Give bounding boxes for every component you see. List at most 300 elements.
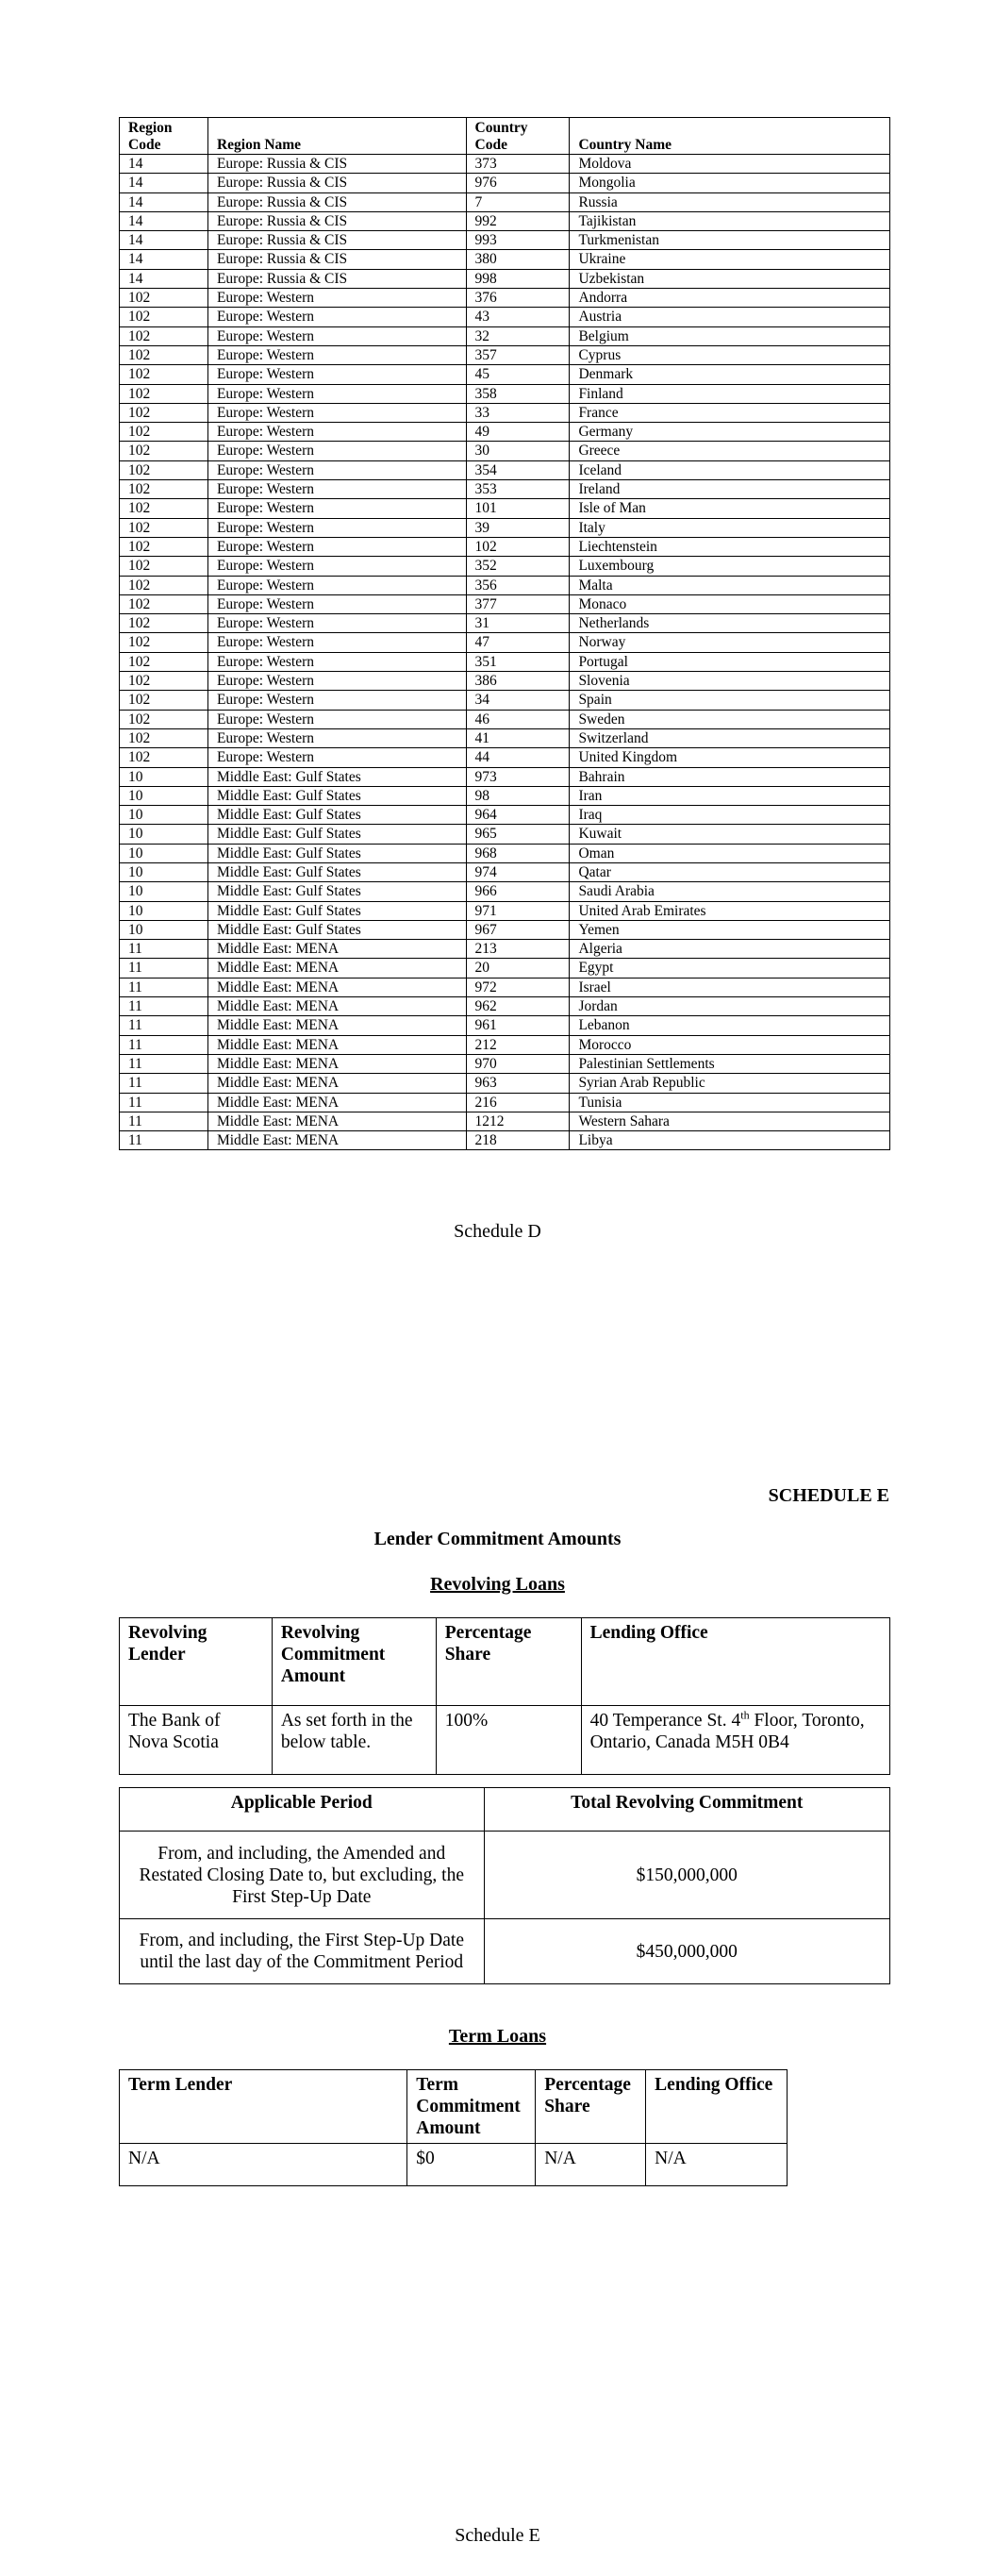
country-code-cell: 1212 [466,1112,570,1130]
header-percentage-share: Percentage Share [536,2070,646,2144]
schedule-e-subtitle: Lender Commitment Amounts [373,1529,622,1549]
country-name-cell: Morocco [570,1035,890,1054]
country-code-cell: 992 [466,211,570,230]
table-row [120,862,890,881]
country-name-cell: Iran [570,786,890,805]
country-name-cell: Iceland [570,460,890,479]
region-name-cell: Middle East: MENA [207,1016,466,1035]
country-code-cell: 962 [466,997,570,1016]
term-amount-cell: $0 [407,2144,536,2186]
region-name-cell: Middle East: MENA [207,1054,466,1073]
country-name-cell: Cyprus [570,345,890,364]
table-row [120,480,890,499]
region-code-cell: 11 [120,940,208,959]
region-code-cell: 10 [120,901,208,920]
region-name-cell: Europe: Western [207,460,466,479]
revolving-amount-cell: As set forth in the below table. [272,1706,436,1775]
table-row [120,326,890,345]
table-row [120,576,890,594]
period-cell: From, and including, the Amended and Restated Closing Date to, but excluding, the First Step-Up Date [120,1832,485,1919]
country-name-cell: France [570,403,890,422]
region-name-cell: Middle East: Gulf States [207,901,466,920]
table-row [120,748,890,767]
region-name-cell: Middle East: Gulf States [207,825,466,844]
country-code-cell: 972 [466,978,570,996]
region-name-cell: Europe: Western [207,557,466,576]
region-code-cell: 11 [120,1131,208,1150]
country-name-cell: Isle of Man [570,499,890,518]
office-address-rest: Floor, Toronto, Ontario, Canada M5H 0B4 [589,1711,865,1752]
table-row [120,1131,890,1150]
country-code-cell: 373 [466,155,570,174]
region-code-cell: 10 [120,825,208,844]
country-name-cell: Italy [570,518,890,537]
revolving-lender-table [119,1617,890,1775]
region-name-cell: Europe: Western [207,326,466,345]
country-name-cell: Belgium [570,326,890,345]
region-code-cell: 102 [120,442,208,460]
region-name-cell: Europe: Russia & CIS [207,211,466,230]
region-name-cell: Europe: Western [207,748,466,767]
region-name-cell: Europe: Western [207,308,466,326]
schedule-e-title: SCHEDULE E [768,1485,889,1506]
country-code-cell: 45 [466,365,570,384]
region-code-cell: 11 [120,1112,208,1130]
region-name-cell: Middle East: MENA [207,940,466,959]
revolving-share-cell: 100% [436,1706,581,1775]
region-name-cell: Europe: Western [207,499,466,518]
region-name-cell: Europe: Western [207,403,466,422]
region-code-cell: 102 [120,728,208,747]
region-name-cell: Europe: Western [207,289,466,308]
period-cell: From, and including, the First Step-Up Date until the last day of the Commitment Period [120,1919,485,1984]
country-name-cell: Ukraine [570,250,890,269]
region-name-cell: Europe: Western [207,652,466,671]
country-code-cell: 964 [466,806,570,825]
country-code-cell: 30 [466,442,570,460]
region-name-cell: Middle East: MENA [207,1093,466,1112]
term-loans-heading: Term Loans [448,2026,547,2047]
country-code-cell: 358 [466,384,570,403]
commitment-period-table [119,1787,890,1984]
country-name-cell: Monaco [570,594,890,613]
region-code-cell: 10 [120,767,208,786]
table-row [120,1832,890,1919]
country-name-cell: Andorra [570,289,890,308]
table-row [120,174,890,192]
revolving-lender-cell: The Bank of Nova Scotia [120,1706,273,1775]
table-row [120,882,890,901]
table-row [120,403,890,422]
region-name-cell: Europe: Western [207,691,466,710]
country-name-cell: United Kingdom [570,748,890,767]
region-code-cell: 14 [120,192,208,211]
table-row [120,442,890,460]
country-code-cell: 102 [466,537,570,556]
region-name-cell: Europe: Western [207,365,466,384]
country-code-cell: 357 [466,345,570,364]
region-name-cell: Europe: Russia & CIS [207,269,466,288]
country-name-cell: Yemen [570,920,890,939]
country-name-cell: Algeria [570,940,890,959]
region-code-cell: 102 [120,652,208,671]
country-code-cell: 968 [466,844,570,862]
table-row [120,557,890,576]
term-lender-cell: N/A [120,2144,407,2186]
region-name-cell: Europe: Russia & CIS [207,231,466,250]
region-name-cell: Europe: Western [207,614,466,633]
country-name-cell: Norway [570,633,890,652]
country-code-cell: 7 [466,192,570,211]
country-code-cell: 354 [466,460,570,479]
table-row [120,1054,890,1073]
country-code-cell: 961 [466,1016,570,1035]
region-name-cell: Europe: Western [207,576,466,594]
region-code-cell: 102 [120,326,208,345]
header-revolving-lender: Revolving Lender [120,1618,273,1706]
table-row [120,959,890,978]
country-name-cell: Western Sahara [570,1112,890,1130]
region-code-cell: 102 [120,423,208,442]
region-code-cell: 11 [120,1035,208,1054]
table-row [120,1074,890,1093]
country-code-cell: 218 [466,1131,570,1150]
table-row [120,231,890,250]
country-code-cell: 39 [466,518,570,537]
table-row [120,1919,890,1984]
region-code-cell: 10 [120,786,208,805]
commitment-amount-cell: $450,000,000 [484,1919,889,1984]
region-code-cell: 14 [120,211,208,230]
table-row [120,594,890,613]
region-name-cell: Europe: Western [207,710,466,728]
table-row [120,155,890,174]
table-row [120,652,890,671]
country-code-cell: 376 [466,289,570,308]
country-name-cell: Denmark [570,365,890,384]
table-row [120,269,890,288]
country-code-cell: 993 [466,231,570,250]
country-name-cell: Moldova [570,155,890,174]
table-row [120,728,890,747]
region-code-cell: 102 [120,557,208,576]
region-code-cell: 102 [120,460,208,479]
region-code-cell: 14 [120,250,208,269]
country-name-cell: Greece [570,442,890,460]
country-name-cell: Switzerland [570,728,890,747]
table-row [120,423,890,442]
header-term-commitment: Term Commitment Amount [407,2070,536,2144]
country-name-cell: Saudi Arabia [570,882,890,901]
table-row [120,1706,890,1775]
region-code-cell: 11 [120,1016,208,1035]
table-row [120,308,890,326]
region-name-cell: Middle East: Gulf States [207,844,466,862]
region-code-cell: 14 [120,231,208,250]
country-code-cell: 971 [466,901,570,920]
region-code-cell: 11 [120,1054,208,1073]
region-code-cell: 102 [120,576,208,594]
table-row [120,1112,890,1130]
country-code-cell: 966 [466,882,570,901]
term-office-cell: N/A [646,2144,788,2186]
country-code-cell: 43 [466,308,570,326]
country-name-cell: Uzbekistan [570,269,890,288]
country-code-cell: 380 [466,250,570,269]
country-code-cell: 33 [466,403,570,422]
region-name-cell: Middle East: MENA [207,1112,466,1130]
country-code-cell: 973 [466,767,570,786]
country-code-cell: 353 [466,480,570,499]
header-revolving-commitment: Revolving Commitment Amount [272,1618,436,1706]
region-country-table [119,117,890,1150]
table-header-row [120,118,890,155]
region-name-cell: Europe: Russia & CIS [207,192,466,211]
region-name-cell: Europe: Western [207,537,466,556]
region-name-cell: Middle East: Gulf States [207,767,466,786]
country-name-cell: Mongolia [570,174,890,192]
commitment-amount-cell: $150,000,000 [484,1832,889,1919]
table-row [120,289,890,308]
table-row [120,672,890,691]
country-name-cell: Palestinian Settlements [570,1054,890,1073]
country-code-cell: 356 [466,576,570,594]
region-code-cell: 14 [120,269,208,288]
table-row [120,997,890,1016]
country-name-cell: Jordan [570,997,890,1016]
office-address-superscript: th [740,1708,750,1722]
region-code-cell: 102 [120,633,208,652]
region-code-cell: 102 [120,594,208,613]
table-row [120,786,890,805]
country-code-cell: 34 [466,691,570,710]
table-row [120,691,890,710]
region-name-cell: Europe: Western [207,423,466,442]
region-name-cell: Middle East: Gulf States [207,862,466,881]
header-percentage-share: Percentage Share [436,1618,581,1706]
region-name-cell: Middle East: Gulf States [207,920,466,939]
table-row [120,365,890,384]
country-code-cell: 377 [466,594,570,613]
region-name-cell: Middle East: MENA [207,1131,466,1150]
revolving-loans-heading: Revolving Loans [430,1574,565,1595]
table-row [120,767,890,786]
region-code-cell: 102 [120,365,208,384]
country-name-cell: Malta [570,576,890,594]
country-code-cell: 31 [466,614,570,633]
region-code-cell: 10 [120,806,208,825]
country-name-cell: Finland [570,384,890,403]
country-code-cell: 41 [466,728,570,747]
region-name-cell: Europe: Western [207,480,466,499]
region-code-cell: 102 [120,384,208,403]
country-code-cell: 44 [466,748,570,767]
table-row [120,978,890,996]
country-code-cell: 965 [466,825,570,844]
table-header-row [120,1618,890,1706]
country-code-cell: 386 [466,672,570,691]
country-name-cell: Israel [570,978,890,996]
country-name-cell: United Arab Emirates [570,901,890,920]
region-code-cell: 102 [120,748,208,767]
country-code-cell: 98 [466,786,570,805]
region-code-cell: 102 [120,289,208,308]
table-row [120,1093,890,1112]
region-code-cell: 10 [120,844,208,862]
country-code-cell: 974 [466,862,570,881]
region-name-cell: Middle East: MENA [207,1074,466,1093]
country-code-cell: 352 [466,557,570,576]
country-name-cell: Ireland [570,480,890,499]
header-region-code: Region Code [120,118,208,155]
country-name-cell: Oman [570,844,890,862]
region-code-cell: 102 [120,480,208,499]
region-code-cell: 10 [120,882,208,901]
country-name-cell: Turkmenistan [570,231,890,250]
table-header-row [120,1788,890,1832]
table-row [120,384,890,403]
country-code-cell: 998 [466,269,570,288]
table-row [120,192,890,211]
region-code-cell: 102 [120,403,208,422]
region-code-cell: 10 [120,862,208,881]
country-code-cell: 963 [466,1074,570,1093]
table-row [120,633,890,652]
region-code-cell: 11 [120,1074,208,1093]
country-name-cell: Slovenia [570,672,890,691]
country-name-cell: Luxembourg [570,557,890,576]
header-term-lender: Term Lender [120,2070,407,2144]
country-name-cell: Egypt [570,959,890,978]
country-name-cell: Libya [570,1131,890,1150]
region-name-cell: Europe: Western [207,633,466,652]
country-name-cell: Netherlands [570,614,890,633]
header-region-name: Region Name [207,118,466,155]
country-code-cell: 351 [466,652,570,671]
table-row [120,537,890,556]
country-name-cell: Portugal [570,652,890,671]
region-name-cell: Middle East: Gulf States [207,786,466,805]
country-name-cell: Germany [570,423,890,442]
table-row [120,460,890,479]
table-row [120,806,890,825]
country-name-cell: Tajikistan [570,211,890,230]
table-header-row [120,2070,788,2144]
header-lending-office: Lending Office [646,2070,788,2144]
region-code-cell: 11 [120,1093,208,1112]
country-name-cell: Austria [570,308,890,326]
table-row [120,614,890,633]
country-code-cell: 49 [466,423,570,442]
header-country-code: Country Code [466,118,570,155]
table-row [120,518,890,537]
region-code-cell: 102 [120,614,208,633]
country-name-cell: Liechtenstein [570,537,890,556]
region-code-cell: 102 [120,691,208,710]
region-code-cell: 102 [120,308,208,326]
country-code-cell: 216 [466,1093,570,1112]
region-code-cell: 102 [120,499,208,518]
country-code-cell: 976 [466,174,570,192]
region-code-cell: 102 [120,672,208,691]
region-name-cell: Europe: Russia & CIS [207,174,466,192]
table-row [120,1016,890,1035]
table-row [120,844,890,862]
region-name-cell: Europe: Western [207,345,466,364]
country-name-cell: Lebanon [570,1016,890,1035]
table-row [120,940,890,959]
region-code-cell: 14 [120,174,208,192]
region-name-cell: Middle East: MENA [207,997,466,1016]
header-country-name: Country Name [570,118,890,155]
table-row [120,1035,890,1054]
country-code-cell: 46 [466,710,570,728]
table-row [120,710,890,728]
region-name-cell: Europe: Western [207,672,466,691]
region-name-cell: Middle East: Gulf States [207,882,466,901]
region-name-cell: Europe: Western [207,594,466,613]
region-code-cell: 102 [120,345,208,364]
term-lender-table [119,2069,788,2186]
region-name-cell: Europe: Western [207,442,466,460]
table-row [120,250,890,269]
region-code-cell: 14 [120,155,208,174]
country-code-cell: 32 [466,326,570,345]
header-total-revolving-commitment: Total Revolving Commitment [484,1788,889,1832]
country-code-cell: 101 [466,499,570,518]
region-code-cell: 102 [120,710,208,728]
region-name-cell: Middle East: MENA [207,1035,466,1054]
country-code-cell: 970 [466,1054,570,1073]
table-row [120,345,890,364]
schedule-d-footer: Schedule D [454,1221,541,1242]
table-row [120,825,890,844]
region-name-cell: Middle East: MENA [207,978,466,996]
revolving-office-cell [581,1706,889,1775]
office-address-part: 40 Temperance St. 4 [589,1711,741,1731]
table-row [120,499,890,518]
country-name-cell: Russia [570,192,890,211]
region-code-cell: 11 [120,978,208,996]
region-name-cell: Middle East: Gulf States [207,806,466,825]
region-name-cell: Europe: Russia & CIS [207,155,466,174]
header-applicable-period: Applicable Period [120,1788,485,1832]
table-row [120,920,890,939]
country-code-cell: 47 [466,633,570,652]
country-name-cell: Qatar [570,862,890,881]
country-code-cell: 213 [466,940,570,959]
country-code-cell: 212 [466,1035,570,1054]
region-table-body [120,155,890,1150]
region-name-cell: Europe: Western [207,728,466,747]
country-name-cell: Kuwait [570,825,890,844]
region-code-cell: 10 [120,920,208,939]
region-name-cell: Middle East: MENA [207,959,466,978]
country-name-cell: Syrian Arab Republic [570,1074,890,1093]
region-name-cell: Europe: Western [207,518,466,537]
country-name-cell: Bahrain [570,767,890,786]
country-code-cell: 20 [466,959,570,978]
term-share-cell: N/A [536,2144,646,2186]
country-name-cell: Iraq [570,806,890,825]
region-name-cell: Europe: Western [207,384,466,403]
region-code-cell: 102 [120,518,208,537]
region-code-cell: 11 [120,959,208,978]
table-row [120,901,890,920]
country-name-cell: Sweden [570,710,890,728]
header-lending-office: Lending Office [581,1618,889,1706]
region-name-cell: Europe: Russia & CIS [207,250,466,269]
